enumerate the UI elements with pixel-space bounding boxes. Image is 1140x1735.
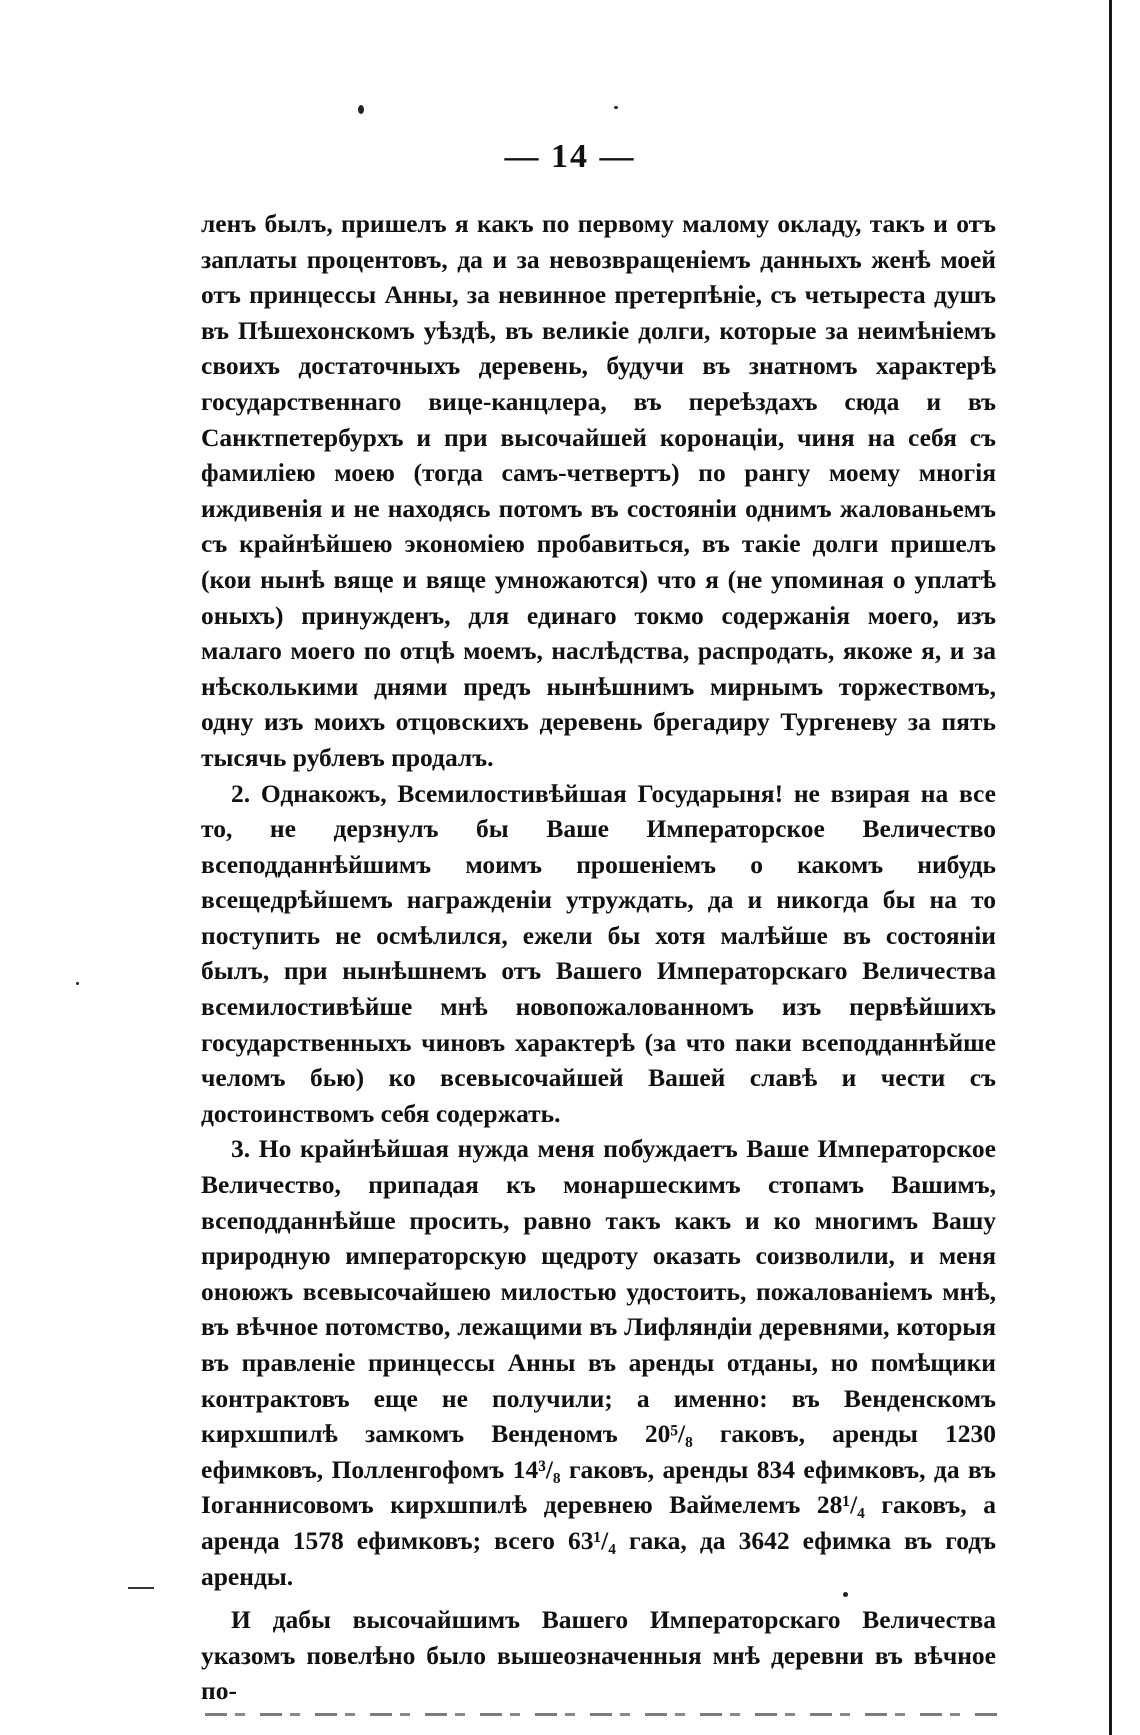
margin-dash: [128, 1587, 154, 1589]
page-edge-rule: [1109, 0, 1112, 1735]
ink-speck: [358, 105, 364, 114]
ink-speck: [614, 106, 618, 109]
ink-speck: [76, 982, 79, 985]
paragraph-continuation: ленъ былъ, пришелъ я какъ по первому малому окладу, такъ и отъ заплаты процентовъ, да и за невозвращеніемъ данныхъ женѣ моей отъ принцессы Анны, за невинное претерпѣніе, съ четыреста душъ въ Пѣшехонскомъ уѣздѣ, въ великіе долги, которые за неимѣніемъ своихъ достаточныхъ деревень, будучи въ знатномъ характерѣ государственнаго вице-канцлера, въ переѣздахъ сюда и въ Санктпетербурхъ и при высочайшей коронаціи, чиня на себя съ фамиліею моею (тогда самъ-четвертъ) по рангу моему многія иждивенія и не находясь потомъ въ состояніи однимъ жалованьемъ съ крайнѣйшею экономіею пробавиться, въ такіе долги пришелъ (кои нынѣ вяще и вяще умножаются) что я (не упоминая о уплатѣ оныхъ) принужденъ, для единаго токмо содержанія моего, изъ малаго моего по отцѣ моемъ, наслѣдства, распродать, якоже я, и за нѣсколькими днями предъ нынѣшнимъ мирнымъ торжествомъ, одну изъ моихъ отцовскихъ деревень брегадиру Тургеневу за пять тысячь рублевъ продалъ.: [201, 209, 996, 772]
paragraph-final: И дабы высочайшимъ Вашего Императорскаго Величества указомъ повелѣно было вышеозначенныя мнѣ деревни въ вѣчное по-: [201, 1605, 996, 1706]
paragraph-2: 2. Однакожъ, Всемилостивѣйшая Государыня! не взирая на все то, не дерзнулъ бы Ваше Императорское Величество всеподданнѣйшимъ моимъ прошеніемъ о какомъ нибудь всещедрѣйшемъ награжденіи утруждать, да и никогда бы на то поступить не осмѣлился, ежели бы хотя малѣйше въ состояніи былъ, при нынѣшнемъ отъ Вашего Императорскаго Величества всемилостивѣйше мнѣ новопожалованномъ изъ первѣйшихъ государственныхъ чиновъ характерѣ (за что паки всеподданнѣйше челомъ бью) ко всевысочайшей Вашей славѣ и чести съ достоинствомъ себя содержать.: [201, 778, 996, 1128]
scan-noise-line: [205, 1713, 1005, 1716]
page-number: — 14 —: [504, 138, 636, 175]
body-text: [201, 206, 996, 1709]
paragraph-3: 3. Но крайнѣйшая нужда меня побуждаетъ Ваше Императорское Величество, припадая къ монаршескимъ стопамъ Вашимъ, всеподданнѣйше просить, равно такъ какъ и ко многимъ Вашу природную императорскую щедроту оказать соизволили, и меня онoюжъ всевысочайшею милостью удостоить, пожалованіемъ мнѣ, въ вѣчное потомство, лежащими въ Лифляндіи деревнями, которыя въ правленіе принцессы Анны въ аренды отданы, но помѣщики контрактовъ еще не получили; а именно: въ Венденскомъ кирхшпилѣ замкомъ Венденомъ 20⁵/₈ гаковъ, аренды 1230 ефимковъ, Полленгофомъ 14³/₈ гаковъ, аренды 834 ефимковъ, да въ Іоганнисовомъ кирхшпилѣ деревнею Ваймелемъ 28¹/₄ гаковъ, а аренда 1578 ефимковъ; всего 63¹/₄ гака, да 3642 ефимка въ годъ аренды.: [201, 1134, 996, 1591]
